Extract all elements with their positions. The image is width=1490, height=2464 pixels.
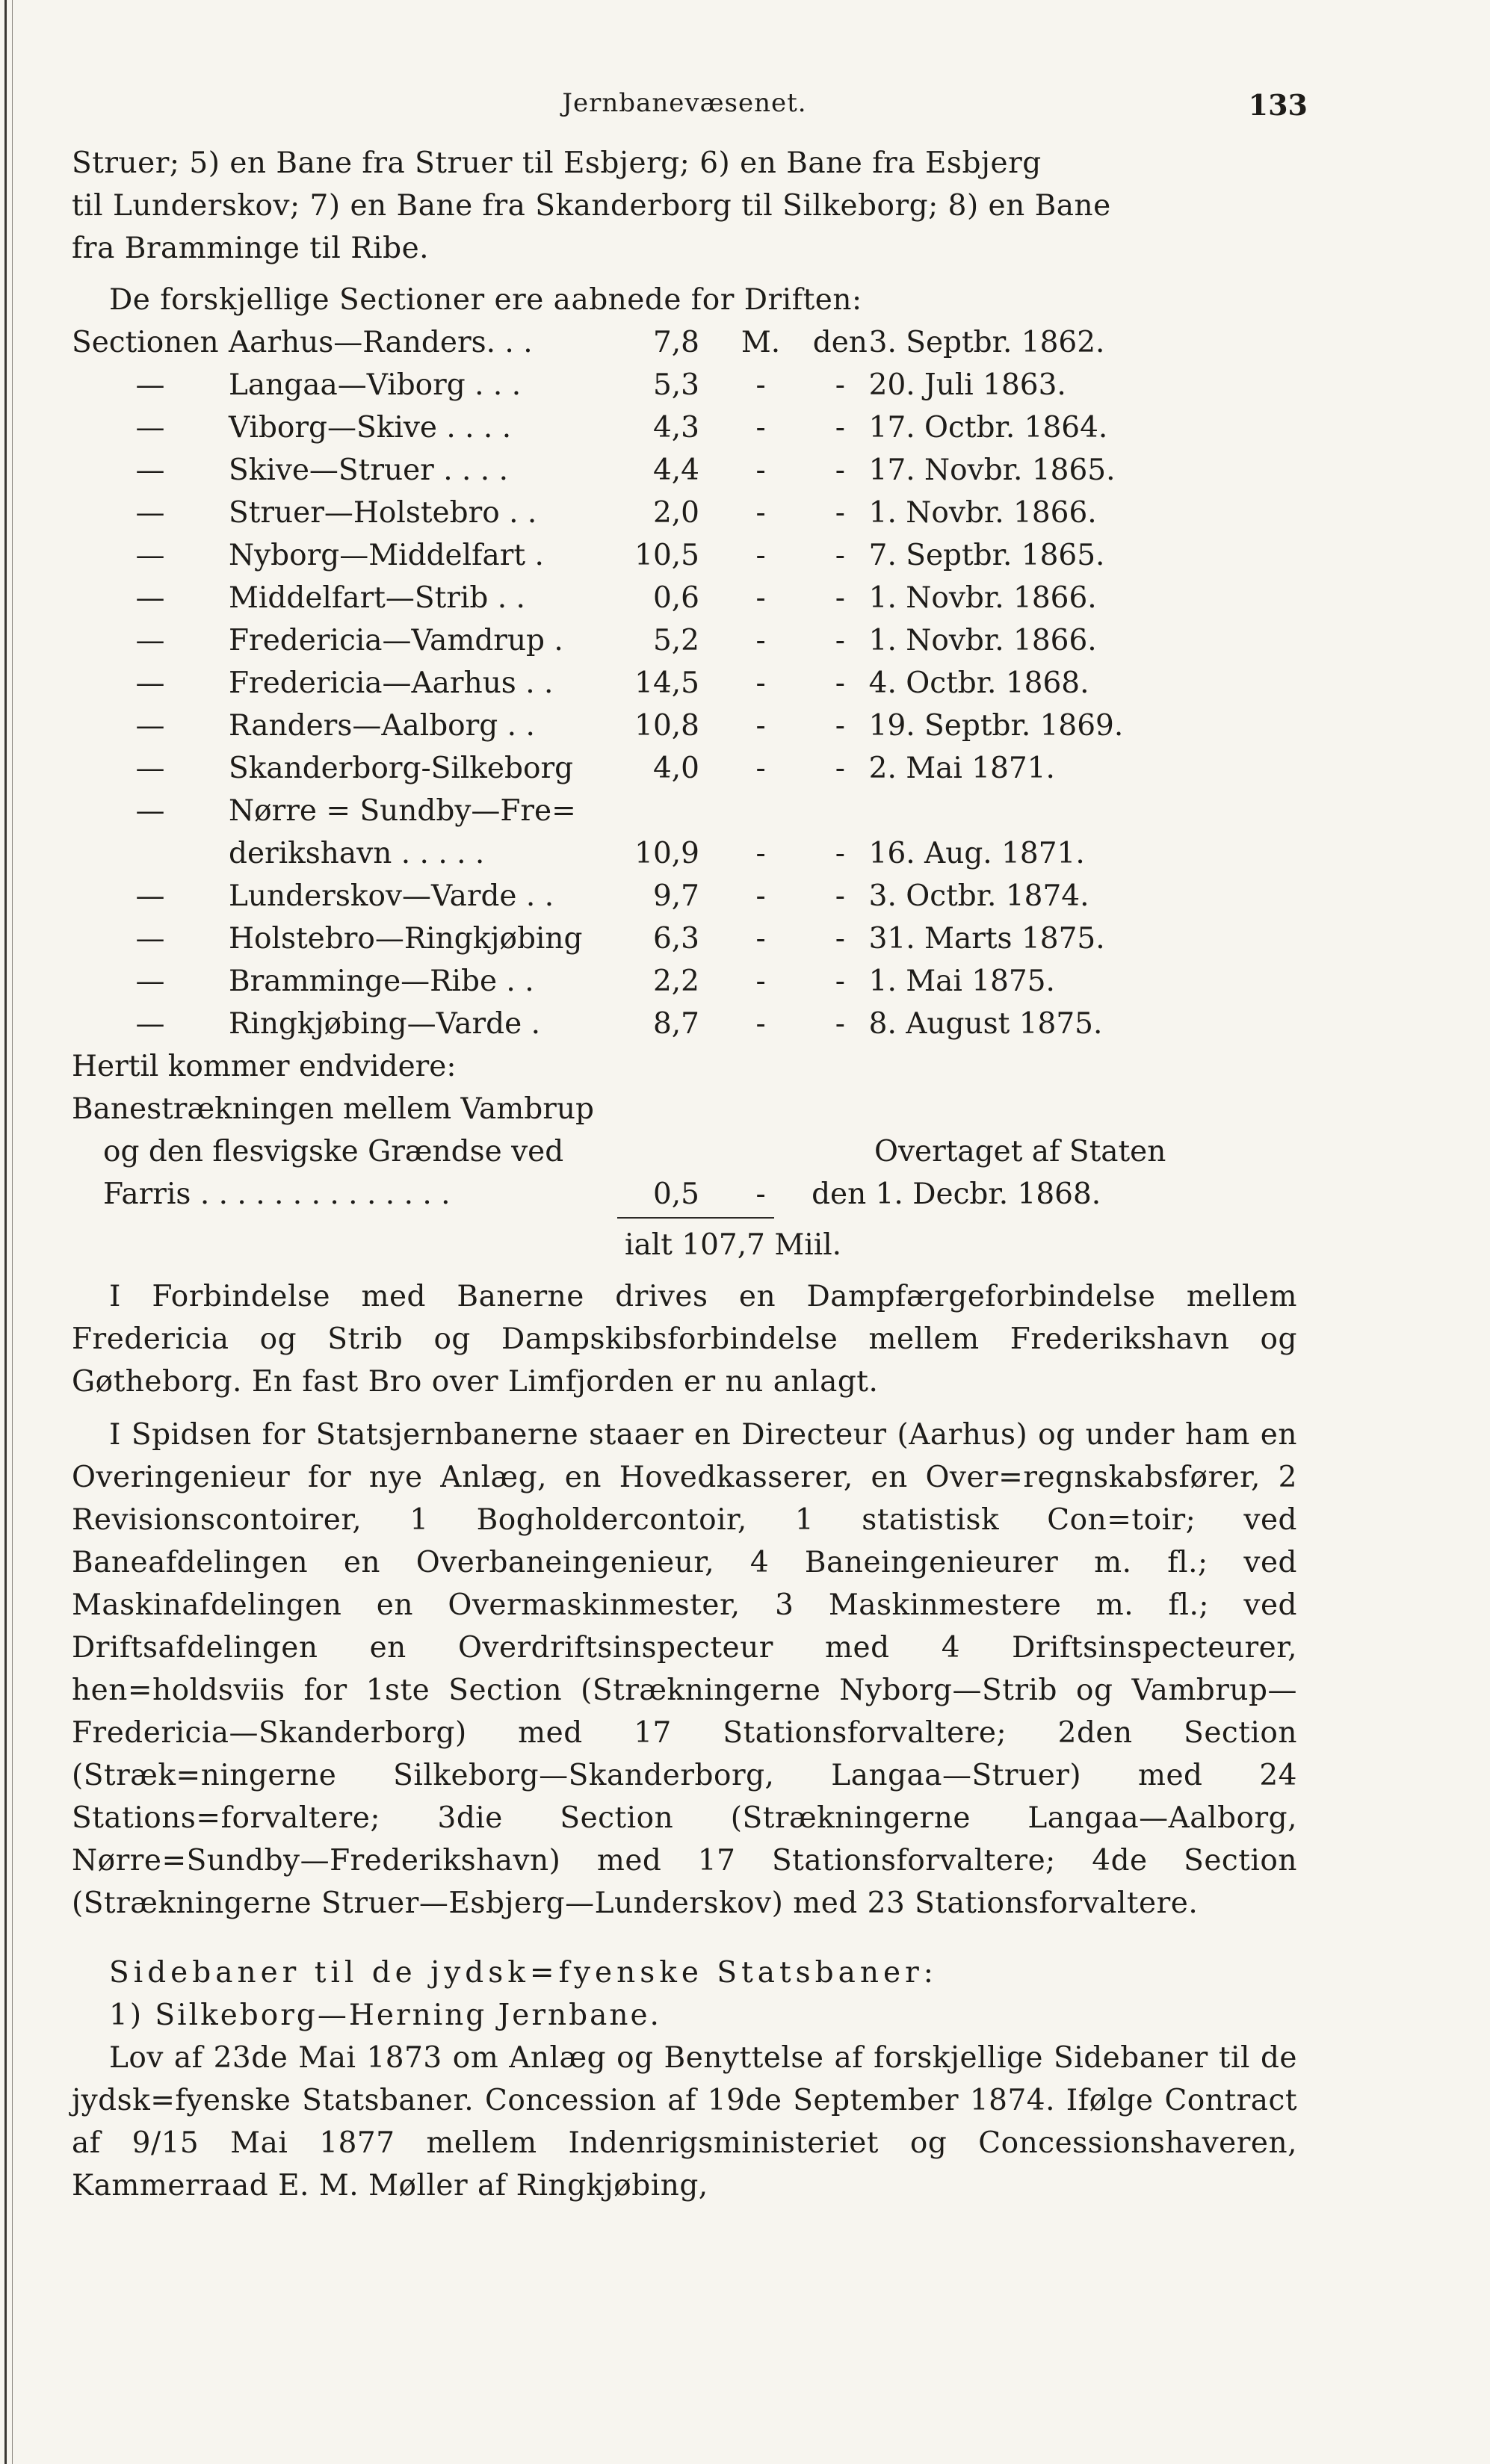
section-row — [72, 449, 1166, 492]
section-date: 8. August 1875. — [868, 1007, 1103, 1041]
section-unit: - — [755, 879, 766, 913]
total-rule — [617, 1217, 774, 1219]
section-den: - — [835, 454, 845, 487]
section-route: Skive—Struer . . . . — [229, 454, 508, 487]
section-lead: — — [135, 709, 165, 743]
section-date: 17. Novbr. 1865. — [868, 454, 1116, 487]
section-length: 2,2 — [652, 965, 699, 998]
section-route: Holstebro—Ringkjøbing — [229, 922, 583, 956]
extra-block — [72, 1045, 1166, 1216]
section-den: - — [835, 411, 845, 445]
section-unit: - — [755, 496, 766, 530]
section-route: Lunderskov—Varde . . — [229, 879, 554, 913]
section-den: - — [835, 1007, 845, 1041]
section-row — [72, 917, 1166, 960]
section-date: 31. Marts 1875. — [868, 922, 1105, 956]
section-row — [72, 534, 1166, 577]
extra-row — [72, 1173, 1166, 1216]
section-den: - — [835, 922, 845, 956]
extra-date: den 1. Decbr. 1868. — [812, 1177, 1101, 1211]
sections-table-body — [72, 321, 1166, 1045]
section-length: 10,8 — [634, 709, 699, 743]
section-route: Viborg—Skive . . . . — [229, 411, 512, 445]
running-title: Jernbanevæsenet. — [562, 88, 807, 118]
section-row — [72, 705, 1166, 747]
section-den: - — [835, 752, 845, 785]
section-row — [72, 492, 1166, 534]
section-lead: — — [135, 666, 165, 700]
section-row — [72, 406, 1166, 449]
section-den — [812, 790, 869, 832]
section-den: den — [812, 326, 868, 359]
section-lead — [72, 832, 229, 875]
section-row — [72, 960, 1166, 1003]
section-den: - — [835, 496, 845, 530]
section-unit — [710, 790, 812, 832]
extra-row — [72, 1045, 1166, 1088]
section-route: Nyborg—Middelfart . — [229, 539, 544, 572]
page-body — [72, 88, 1308, 2207]
section-date: 4. Octbr. 1868. — [868, 666, 1089, 700]
extra-line: og den flesvigske Grændse ved — [103, 1135, 564, 1168]
extra-route: Farris . . . . . . . . . . . . . . — [103, 1177, 451, 1211]
section-date: 20. Juli 1863. — [868, 368, 1066, 402]
intro-line: Struer; 5) en Bane fra Struer til Esbjerg; 6) en Bane fra Esbjerg — [72, 146, 1042, 180]
section-length: 6,3 — [652, 922, 699, 956]
section-den: - — [835, 709, 845, 743]
section-route: Ringkjøbing—Varde . — [229, 1007, 540, 1041]
section-length: 14,5 — [634, 666, 699, 700]
section-lead: — — [135, 922, 165, 956]
extra-line: Banestrækningen mellem Vambrup — [72, 1092, 594, 1126]
section-lead: — — [135, 454, 165, 487]
section-row — [72, 577, 1166, 619]
section-lead: — — [135, 879, 165, 913]
section-route: Langaa—Viborg . . . — [229, 368, 522, 402]
section-row — [72, 790, 1166, 832]
section-unit: - — [755, 709, 766, 743]
section-length: 10,9 — [634, 837, 699, 870]
section-length: 0,6 — [652, 581, 699, 615]
paragraph: I Forbindelse med Banerne drives en Dampfærgeforbindelse mellem Fredericia og Strib og Dampskibsforbindelse mellem Frederikshavn og Gøtheborg. En fast Bro over Limfjorden er nu anlagt. — [72, 1280, 1297, 1399]
section-date: 7. Septbr. 1865. — [868, 539, 1105, 572]
section-date: 19. Septbr. 1869. — [868, 709, 1124, 743]
section-unit: - — [755, 922, 766, 956]
section-den: - — [835, 879, 845, 913]
section-route: Aarhus—Randers. . . — [229, 326, 533, 359]
section-date: 1. Mai 1875. — [868, 965, 1055, 998]
section-length: 4,4 — [652, 454, 699, 487]
section-route: Middelfart—Strib . . — [229, 581, 525, 615]
section-unit: - — [755, 539, 766, 572]
section-date: 1. Novbr. 1866. — [868, 496, 1097, 530]
section-unit: - — [755, 666, 766, 700]
section-row — [72, 364, 1166, 406]
section-route: Fredericia—Aarhus . . — [229, 666, 554, 700]
extra-row — [72, 1130, 1166, 1173]
section-length: 10,5 — [634, 539, 699, 572]
section-route: derikshavn . . . . . — [229, 837, 485, 870]
section-length: 4,3 — [652, 411, 699, 445]
section-lead: — — [135, 794, 165, 828]
page-edge-line-inner — [12, 0, 13, 2464]
section-length: 2,0 — [652, 496, 699, 530]
section-den: - — [835, 624, 845, 657]
section-unit: - — [755, 1007, 766, 1041]
section-den: - — [835, 368, 845, 402]
section-den: - — [835, 581, 845, 615]
extra-row — [72, 1088, 1166, 1130]
section-unit: - — [755, 454, 766, 487]
extra-line: Hertil kommer endvidere: — [72, 1050, 457, 1083]
section-date: 16. Aug. 1871. — [868, 837, 1085, 870]
section-route: Nørre = Sundby—Fre= — [229, 794, 576, 828]
section-lead: — — [135, 1007, 165, 1041]
section-length: 8,7 — [652, 1007, 699, 1041]
section-unit: - — [755, 752, 766, 785]
section-unit: - — [755, 581, 766, 615]
section-den: - — [835, 666, 845, 700]
section-row — [72, 321, 1166, 364]
section-length: 9,7 — [652, 879, 699, 913]
section-den: - — [835, 965, 845, 998]
total-line: ialt 107,7 Miil. — [625, 1228, 842, 1262]
section-lead: — — [135, 581, 165, 615]
paragraph: Lov af 23de Mai 1873 om Anlæg og Benyttelse af forskjellige Sidebaner til de jydsk=fyenske Statsbaner. Concession af 19de September 1874. Ifølge Contract af 9/15 Mai 1877 mellem Indenrigsministeriet og Concessionshaveren, Kammerraad E. M. Møller af Ringkjøbing, — [72, 2041, 1297, 2203]
section-lead: — — [135, 965, 165, 998]
intro-block — [72, 142, 1297, 270]
section-row — [72, 747, 1166, 790]
section-date — [869, 790, 1166, 832]
section-route: Randers—Aalborg . . — [229, 709, 535, 743]
section-date: 1. Novbr. 1866. — [868, 624, 1097, 657]
extra-length: 0,5 — [652, 1177, 699, 1211]
page-number: 133 — [1248, 88, 1308, 122]
section-row — [72, 662, 1166, 705]
extra-note: Overtaget af Staten — [874, 1135, 1166, 1168]
page-header — [72, 88, 1308, 142]
section-length — [617, 790, 710, 832]
section-route: Skanderborg-Silkeborg — [229, 752, 574, 785]
section-lead: — — [135, 411, 165, 445]
section-unit: - — [755, 624, 766, 657]
sections-intro: De forskjellige Sectioner ere aabnede for Driften: — [109, 283, 862, 317]
section-lead: — — [135, 496, 165, 530]
sections-table — [72, 321, 1166, 1216]
section-length: 5,3 — [652, 368, 699, 402]
section-unit: M. — [741, 326, 781, 359]
section-date: 3. Octbr. 1874. — [868, 879, 1089, 913]
section-heading: Sidebaner til de jydsk=fyenske Statsbaner: — [109, 1956, 938, 1990]
section-length: 4,0 — [652, 752, 699, 785]
section-unit: - — [755, 965, 766, 998]
section-date: 3. Septbr. 1862. — [868, 326, 1105, 359]
section-route: Fredericia—Vamdrup . — [229, 624, 563, 657]
section-lead: — — [135, 539, 165, 572]
section-date: 2. Mai 1871. — [868, 752, 1055, 785]
section-length: 7,8 — [652, 326, 699, 359]
section-row — [72, 1003, 1166, 1045]
section-route: Bramminge—Ribe . . — [229, 965, 534, 998]
section-row — [72, 875, 1166, 917]
extra-unit: - — [755, 1177, 766, 1211]
section-length: 5,2 — [652, 624, 699, 657]
section-den: - — [835, 539, 845, 572]
sub-heading: 1) Silkeborg—Herning Jernbane. — [109, 1999, 661, 2032]
intro-line: fra Bramminge til Ribe. — [72, 232, 430, 265]
section-row — [72, 619, 1166, 662]
paragraph: I Spidsen for Statsjernbanerne staaer en Directeur (Aarhus) og under ham en Overingenieur for nye Anlæg, en Hovedkasserer, en Over=regnskabsfører, 2 Revisionscontoirer, 1 Bogholdercontoir, 1 statistisk Con=toir; ved Baneafdelingen en Overbaneingenieur, 4 Baneingenieurer m. fl.; ved Maskinafdelingen en Overmaskinmester, 3 Maskinmestere m. fl.; ved Driftsafdelingen en Overdriftsinspecteur med 4 Driftsinspecteurer, hen=holdsviis for 1ste Section (Strækningerne Nyborg—Strib og Vambrup—Fredericia—Skanderborg) med 17 Stationsforvaltere; 2den Section (Stræk=ningerne Silkeborg—Skanderborg, Langaa—Struer) med 24 Stations=forvaltere; 3die Section (Strækningerne Langaa—Aalborg, Nørre=Sundby—Frederikshavn) med 17 Stationsforvaltere; 4de Section (Strækningerne Struer—Esbjerg—Lunderskov) med 23 Stationsforvaltere. — [72, 1418, 1297, 1920]
page-edge-line — [4, 0, 7, 2464]
section-lead: — — [135, 752, 165, 785]
section-unit: - — [755, 368, 766, 402]
section-row — [72, 832, 1166, 875]
section-lead: Sectionen — [72, 326, 219, 359]
section-den: - — [835, 837, 845, 870]
section-lead: — — [135, 624, 165, 657]
intro-line: til Lunderskov; 7) en Bane fra Skanderborg til Silkeborg; 8) en Bane — [72, 189, 1111, 223]
section-route: Struer—Holstebro . . — [229, 496, 537, 530]
section-date: 17. Octbr. 1864. — [868, 411, 1108, 445]
section-unit: - — [755, 411, 766, 445]
section-lead: — — [135, 368, 165, 402]
section-unit: - — [755, 837, 766, 870]
section-date: 1. Novbr. 1866. — [868, 581, 1097, 615]
